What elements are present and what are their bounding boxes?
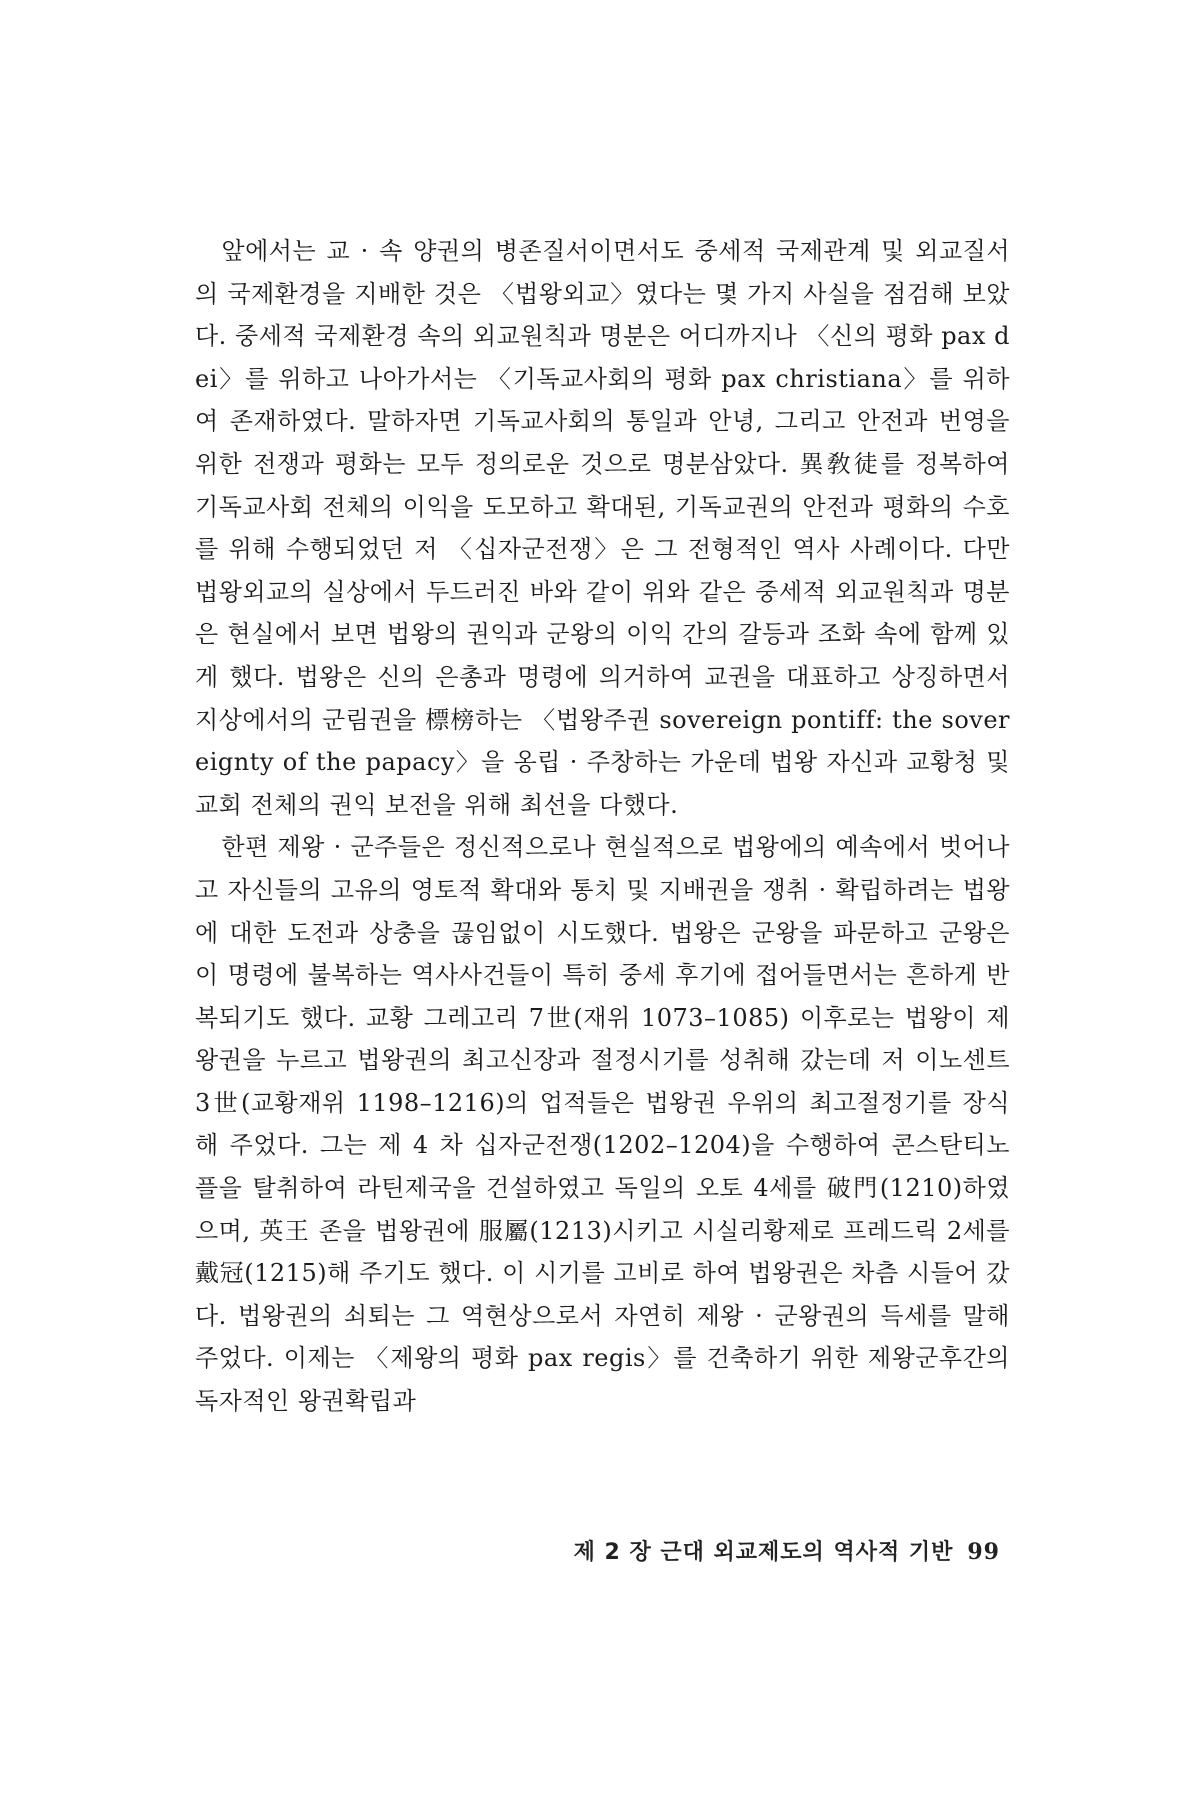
paragraph-1: 앞에서는 교 · 속 양권의 병존질서이면서도 중세적 국제관계 및 외교질서의 국제환경을 지배한 것은 〈법왕외교〉였다는 몇 가지 사실을 점검해 보았다. 중세적 국제환경 속의 외교원칙과 명분은 어디까지나 〈신의 평화 pax dei〉를 위하고 나아가서는 〈기독교사회의 평화 pax christiana〉를 위하여 존재하였다. 말하자면 기독교사회의 통일과 안녕, 그리고 안전과 번영을 위한 전쟁과 평화는 모두 정의로운 것으로 명분삼았다. 異敎徒를 정복하여 기독교사회 전체의 이익을 도모하고 확대된, 기독교권의 안전과 평화의 수호를 위해 수행되었던 저 〈십자군전쟁〉은 그 전형적인 역사 사례이다. 다만 법왕외교의 실상에서 두드러진 바와 같이 위와 같은 중세적 외교원칙과 명분은 현실에서 보면 법왕의 권익과 군왕의 이익 간의 갈등과 조화 속에 함께 있게 했다. 법왕은 신의 은총과 명령에 의거하여 교권을 대표하고 상징하면서 지상에서의 군림권을 標榜하는 〈법왕주권 sovereign pontiff: the sovereignty of the papacy〉을 옹립 · 주창하는 가운데 법왕 자신과 교황청 및 교회 전체의 권익 보전을 위해 최선을 다했다. xyxy=(195,237,1010,819)
page-number: 99 xyxy=(967,1539,1000,1565)
paragraph-2: 한편 제왕 · 군주들은 정신적으로나 현실적으로 법왕에의 예속에서 벗어나고 자신들의 고유의 영토적 확대와 통치 및 지배권을 쟁취 · 확립하려는 법왕에 대한 도전과 상충을 끊임없이 시도했다. 법왕은 군왕을 파문하고 군왕은 이 명령에 불복하는 역사사건들이 특히 중세 후기에 접어들면서는 흔하게 반복되기도 했다. 교황 그레고리 7世(재위 1073–1085) 이후로는 법왕이 제왕권을 누르고 법왕권의 최고신장과 절정시기를 성취해 갔는데 저 이노센트 3世(교황재위 1198–1216)의 업적들은 법왕권 우위의 최고절정기를 장식해 주었다. 그는 제 4 차 십자군전쟁(1202–1204)을 수행하여 콘스탄티노플을 탈취하여 라틴제국을 건설하였고 독일의 오토 4세를 破門(1210)하였으며, 英王 존을 법왕권에 服屬(1213)시키고 시실리황제로 프레드릭 2세를 戴冠(1215)해 주기도 했다. 이 시기를 고비로 하여 법왕권은 차츰 시들어 갔다. 법왕권의 쇠퇴는 그 역현상으로서 자연히 제왕 · 군왕권의 득세를 말해 주었다. 이제는 〈제왕의 평화 pax regis〉를 건축하기 위한 제왕군후간의 독자적인 왕권확립과 xyxy=(195,833,1010,1416)
running-footer xyxy=(574,1535,1000,1566)
chapter-title: 제 2 장 근대 외교제도의 역사적 기반 xyxy=(573,1540,954,1565)
page-body xyxy=(195,230,1010,1423)
